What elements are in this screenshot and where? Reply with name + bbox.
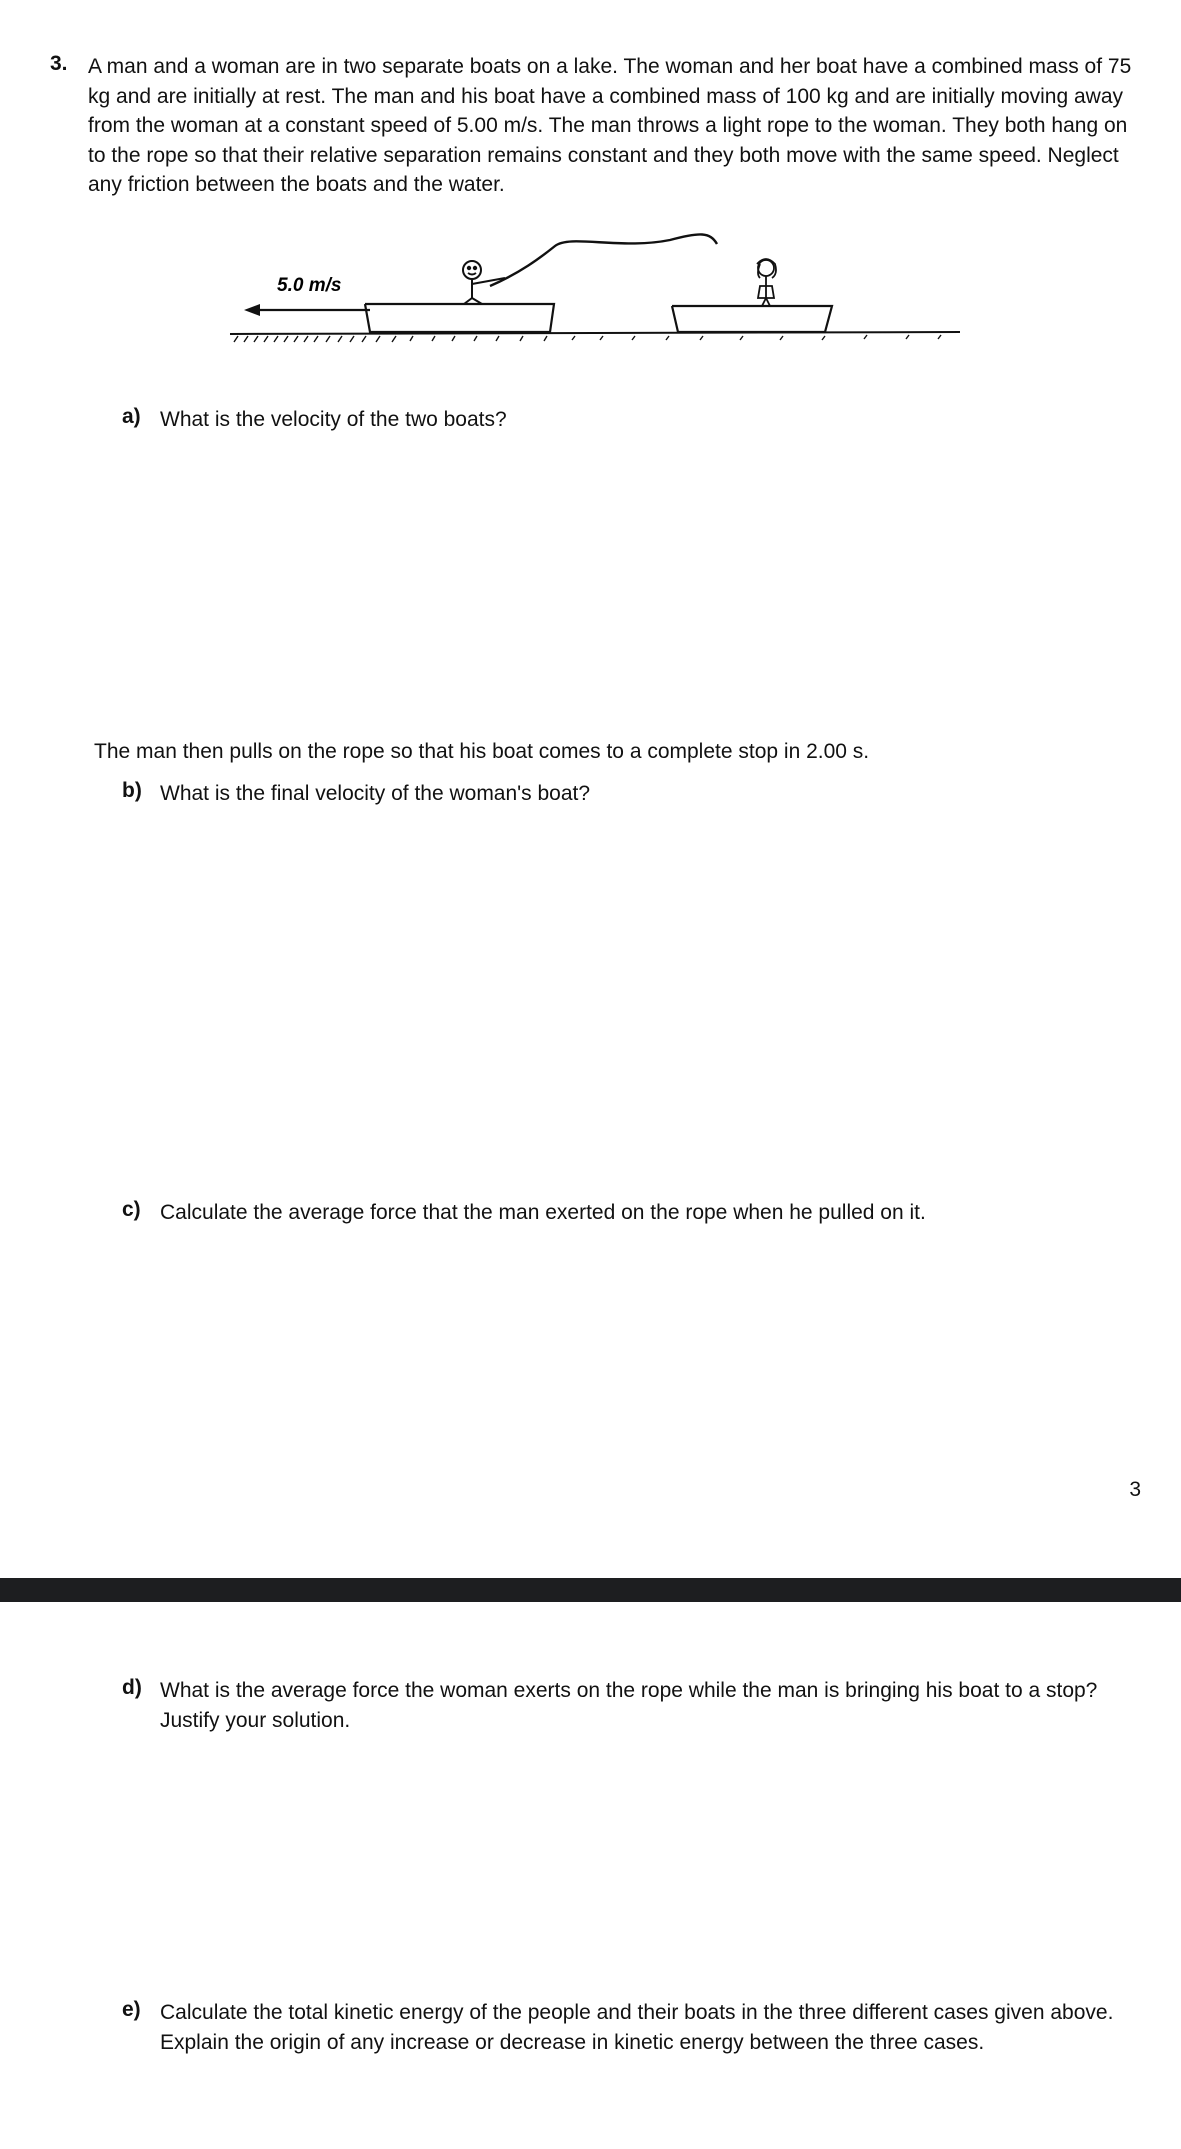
- woman-figure-icon: [757, 259, 776, 306]
- page-number: 3: [1129, 1478, 1141, 1501]
- part-b-text: What is the final velocity of the woman's boat?: [160, 782, 591, 805]
- part-a-label: a): [122, 405, 141, 428]
- boats-diagram: [220, 218, 970, 348]
- water-surface: [230, 332, 960, 342]
- part-e-label: e): [122, 1998, 141, 2021]
- page-divider: [0, 1578, 1181, 1602]
- part-d-text: What is the average force the woman exerts on the rope while the man is bringing his boat to a stop? Justify your solution.: [160, 1679, 1098, 1732]
- part-e-text: Calculate the total kinetic energy of the people and their boats in the three different cases given above. Explain the origin of any increase or decrease in kinetic energy between the three cases.: [160, 2001, 1114, 2054]
- part-a-text: What is the velocity of the two boats?: [160, 408, 507, 431]
- boats-diagram-svg: [220, 218, 970, 348]
- speed-label: 5.0 m/s: [277, 275, 342, 296]
- worksheet-page-bottom: [0, 1602, 1181, 2149]
- velocity-arrow-icon: [244, 304, 370, 316]
- part-c-label: c): [122, 1198, 141, 1221]
- part-c-text: Calculate the average force that the man exerted on the rope when he pulled on it.: [160, 1201, 926, 1224]
- woman-boat: [672, 306, 832, 332]
- rope: [490, 234, 717, 286]
- part-d-label: d): [122, 1676, 142, 1699]
- question-stem: A man and a woman are in two separate boats on a lake. The woman and her boat have a combined mass of 75 kg and are initially at rest. The man and his boat have a combined mass of 100 kg and are initially moving away from the woman at a constant speed of 5.00 m/s. The man throws a light rope to the woman. They both hang on to the rope so that their relative separation remains constant and they both move with the same speed. Neglect any friction between the boats and the water.: [88, 55, 1132, 196]
- part-b-label: b): [122, 779, 142, 802]
- question-number: 3.: [50, 52, 68, 75]
- interlude-text: The man then pulls on the rope so that his boat comes to a complete stop in 2.00 s.: [94, 740, 870, 763]
- man-boat: [365, 304, 554, 332]
